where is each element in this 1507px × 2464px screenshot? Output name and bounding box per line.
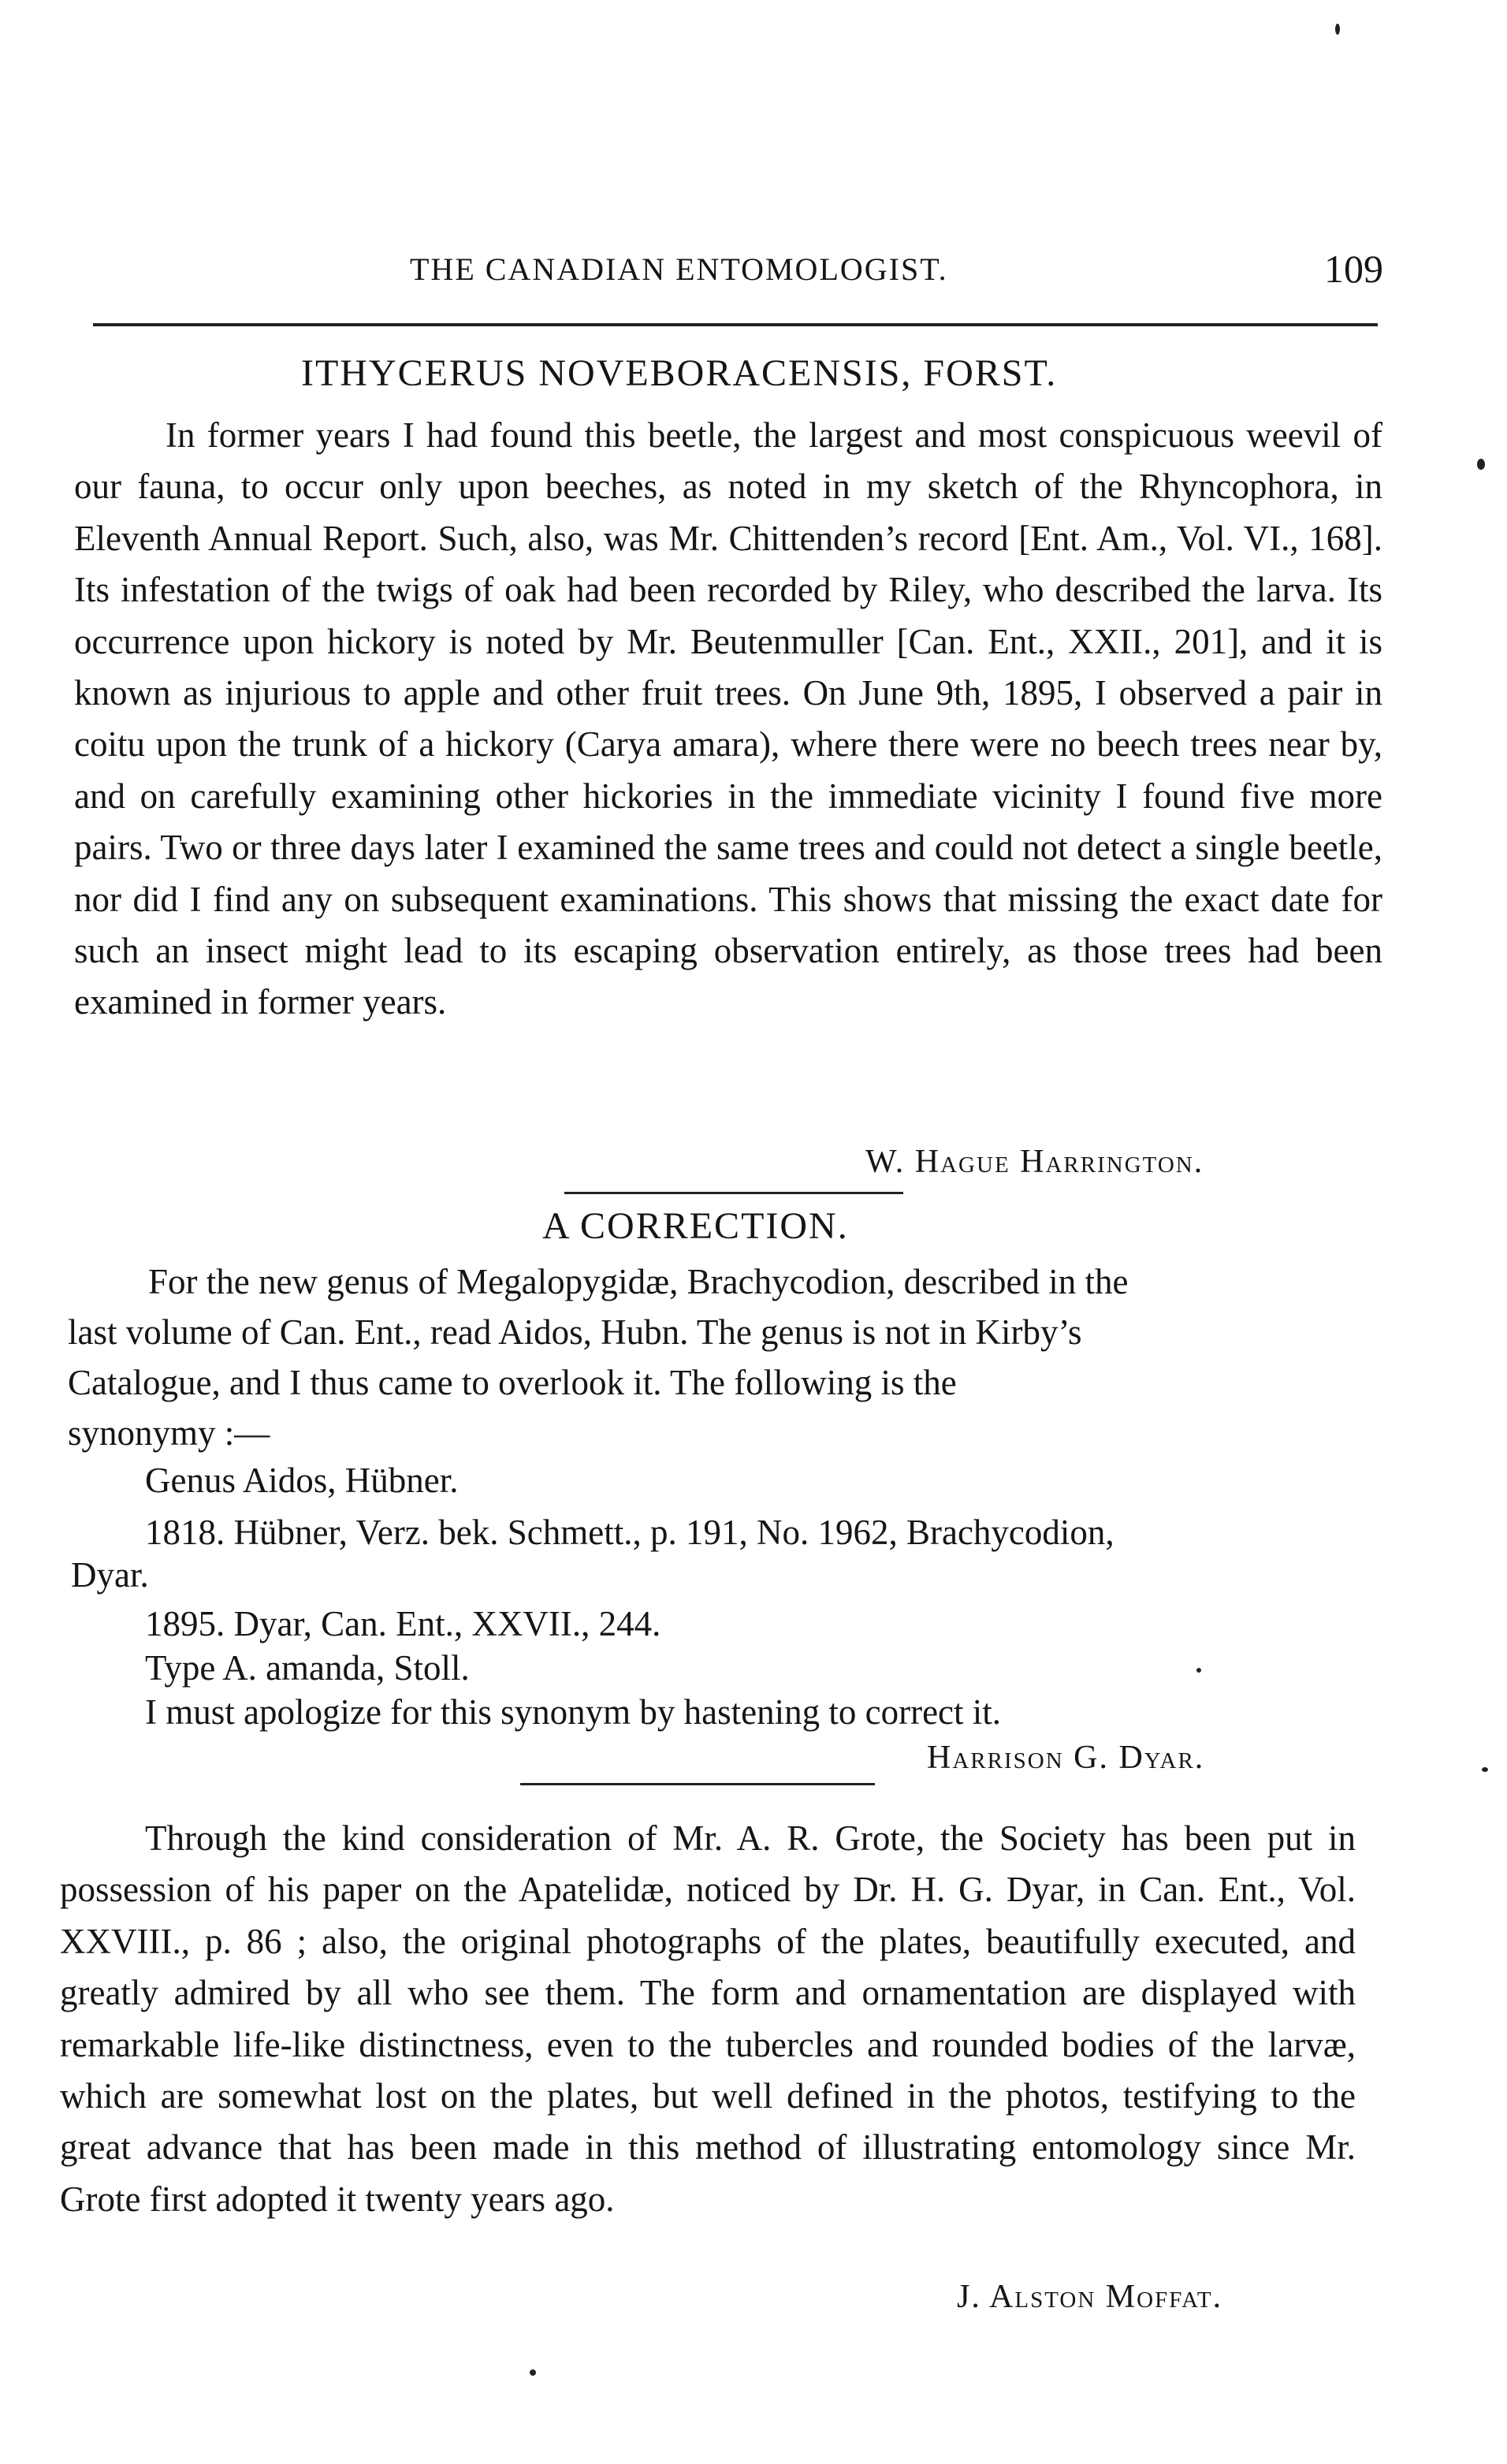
correction-line: Catalogue, and I thus came to overlook it. The following is the [68, 1363, 957, 1402]
synonymy-line: I must apologize for this synonym by hastening to correct it. [145, 1692, 1002, 1732]
correction-line: For the new genus of Megalopygidæ, Brachycodion, described in the [148, 1262, 1129, 1301]
ink-mark [1196, 1668, 1201, 1673]
article-body-ithycerus: In former years I had found this beetle, the largest and most conspicuous weevil of our fauna, to occur only upon beeches, as noted in my sketch of the Rhyncophora, in Eleventh Annual Report. Such, also, was Mr. Chittenden’s record [Ent. Am., Vol. VI., 168]. Its infestation of the twigs of oak had been recorded by Riley, who described the larva. Its occurrence upon hickory is noted by Mr. Beutenmuller [Can. Ent., XXII., 201], and it is known as injurious to apple and other fruit trees. On June 9th, 1895, I observed a pair in coitu upon the trunk of a hickory (Carya amara), where there were no beech trees near by, and on carefully examining other hickories in the immediate vicinity I found five more pairs. Two or three days later I examined the same trees and could not detect a single beetle, nor did I find any on subsequent examinations. This shows that missing the exact date for such an insect might lead to its escaping observation entirely, as those trees had been examined in former years. [74, 415, 1382, 1022]
signature-moffat: J. Alston Moffat. [957, 2279, 1223, 2315]
synonymy-line: Dyar. [71, 1555, 149, 1595]
ink-mark [1482, 1767, 1488, 1772]
synonymy-line: Type A. amanda, Stoll. [145, 1648, 470, 1688]
article-title-ithycerus: ITHYCERUS NOVEBORACENSIS, FORST. [301, 352, 1058, 394]
running-head: THE CANADIAN ENTOMOLOGIST. [410, 251, 948, 287]
synonymy-line: 1818. Hübner, Verz. bek. Schmett., p. 191, No. 1962, Brachycodion, [145, 1513, 1114, 1552]
signature-harrington: W. Hague Harrington. [865, 1144, 1204, 1180]
article-title-correction: A CORRECTION. [542, 1205, 849, 1247]
section-divider [520, 1783, 875, 1785]
header-rule [93, 323, 1378, 326]
signature-dyar: Harrison G. Dyar. [927, 1740, 1205, 1776]
correction-line: last volume of Can. Ent., read Aidos, Hubn. The genus is not in Kirby’s [68, 1312, 1082, 1352]
ink-mark [1477, 459, 1485, 470]
section-divider [564, 1192, 903, 1194]
page-number: 109 [1324, 247, 1383, 291]
ink-mark [530, 2369, 536, 2376]
synonymy-line: Genus Aidos, Hübner. [145, 1461, 459, 1500]
synonymy-line: 1895. Dyar, Can. Ent., XXVII., 244. [145, 1604, 661, 1643]
article-body-grote: Through the kind consideration of Mr. A. R. Grote, the Society has been put in possession of his paper on the Apatelidæ, noticed by Dr. H. G. Dyar, in Can. Ent., Vol. XXVIII., p. 86 ; also, the original photographs of the plates, beautifully executed, and greatly admired by all who see them. The form and ornamentation are displayed with remarkable life-like distinctness, even to the tubercles and rounded bodies of the larvæ, which are somewhat lost on the plates, but well defined in the photos, testifying to the great advance that has been made in this method of illustrating entomology since Mr. Grote first adopted it twenty years ago. [60, 1818, 1356, 2219]
correction-line: synonymy :— [68, 1413, 270, 1453]
ink-mark [1335, 24, 1340, 35]
